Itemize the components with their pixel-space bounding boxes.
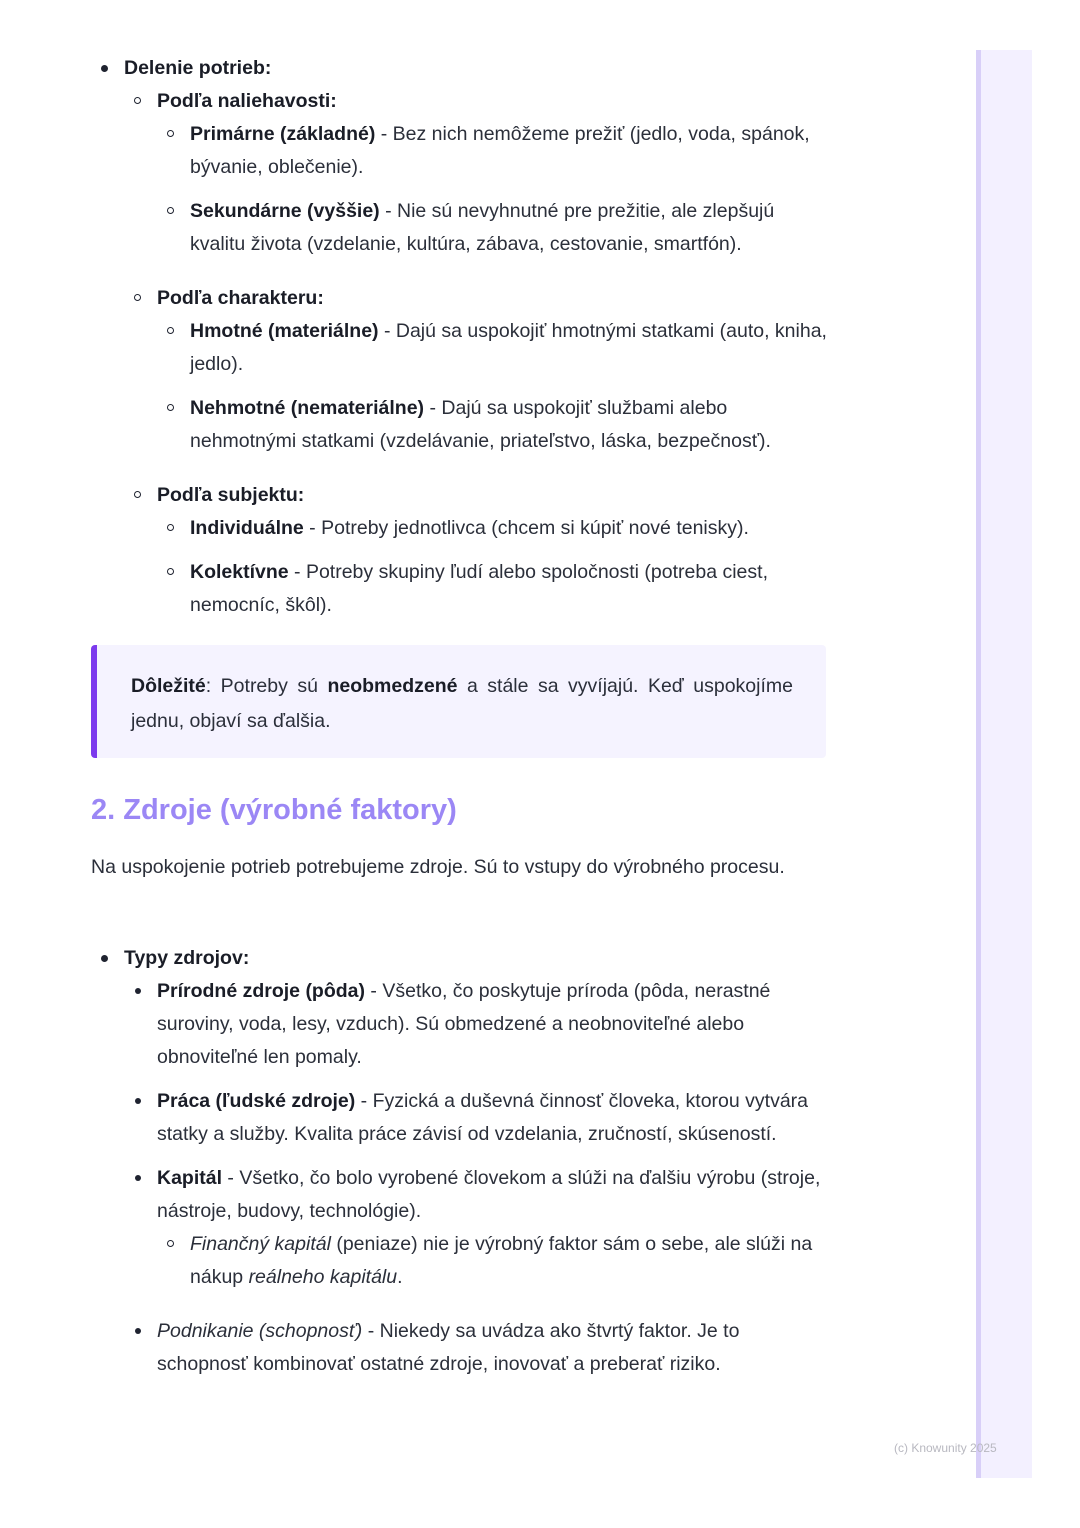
em-term: reálneho kapitálu xyxy=(248,1266,398,1288)
term: Primárne (základné) xyxy=(190,123,376,145)
term: Kapitál xyxy=(157,1167,223,1189)
term: Individuálne xyxy=(190,517,304,539)
list-title: Typy zdrojov: xyxy=(124,947,250,969)
list-item xyxy=(157,392,827,458)
description: - Niekedy sa uvádza ako štvrtý faktor. Je to schopnosť kombinovať ostatné zdroje, inovovať a preberať riziko. xyxy=(157,1320,740,1375)
term: Práca (ľudské zdroje) xyxy=(157,1090,356,1112)
group-title: Podľa charakteru: xyxy=(157,287,324,309)
group-charakter xyxy=(124,282,827,458)
group-title: Podľa naliehavosti: xyxy=(157,90,337,112)
description: - Potreby jednotlivca (chcem si kúpiť nové tenisky). xyxy=(303,517,749,539)
description: - Dajú sa uspokojiť hmotnými statkami (auto, kniha, jedlo). xyxy=(190,320,827,375)
list-item xyxy=(157,512,827,545)
side-panel xyxy=(976,50,1032,1478)
list-item xyxy=(124,1162,827,1294)
sub-text-end: . xyxy=(397,1266,403,1288)
callout-label: Dôležité xyxy=(131,675,206,697)
callout-colon: : xyxy=(205,675,212,697)
term: Kolektívne xyxy=(190,561,289,583)
group-naliehavost xyxy=(124,85,827,261)
section-intro: Na uspokojenie potrieb potrebujeme zdroje. Sú to vstupy do výrobného procesu. xyxy=(91,856,785,878)
callout-text-after: a stále sa vyvíjajú. Keď uspokojíme jednu, objaví sa ďalšia. xyxy=(131,675,793,732)
sub-text: (peniaze) nie je výrobný faktor sám o sebe, ale slúži na nákup xyxy=(190,1233,813,1288)
list-item xyxy=(157,118,827,184)
description: - Všetko, čo poskytuje príroda (pôda, nerastné suroviny, voda, lesy, vzduch). Sú obmedzené a neobnoviteľné alebo obnoviteľné len pomaly. xyxy=(157,980,771,1068)
callout-emphasis: neobmedzené xyxy=(327,675,458,697)
em-term: Finančný kapitál xyxy=(190,1233,331,1255)
term: Nehmotné (nemateriálne) xyxy=(190,397,425,419)
group-title: Podľa subjektu: xyxy=(157,484,305,506)
term-italic: Podnikanie (schopnosť) xyxy=(157,1320,363,1342)
list-item xyxy=(124,1315,827,1381)
resources-section xyxy=(91,942,827,1381)
description: - Potreby skupiny ľudí alebo spoločnosti (potreba ciest, nemocníc, škôl). xyxy=(190,561,768,616)
list-item xyxy=(124,975,827,1074)
description: - Nie sú nevyhnutné pre prežitie, ale zlepšujú kvalitu života (vzdelanie, kultúra, zábava, cestovanie, smartfón). xyxy=(190,200,775,255)
list-item xyxy=(157,315,827,381)
important-callout xyxy=(91,645,826,758)
copyright-footer: (c) Knowunity 2025 xyxy=(894,1441,997,1455)
term: Prírodné zdroje (pôda) xyxy=(157,980,366,1002)
description: - Fyzická a duševná činnosť človeka, ktorou vytvára statky a služby. Kvalita práce závisí od vzdelania, zručností, skúseností. xyxy=(157,1090,809,1145)
callout-text-before: Potreby sú xyxy=(211,675,328,697)
sub-list-item xyxy=(157,1228,827,1294)
term: Sekundárne (vyššie) xyxy=(190,200,380,222)
list-title: Delenie potrieb: xyxy=(124,57,272,79)
list-item xyxy=(157,556,827,622)
description: - Všetko, čo bolo vyrobené človekom a slúži na ďalšiu výrobu (stroje, nástroje, budovy, technológie). xyxy=(157,1167,821,1222)
term: Hmotné (materiálne) xyxy=(190,320,379,342)
needs-classification-section xyxy=(91,52,827,622)
group-subjekt xyxy=(124,479,827,622)
list-item-delenie-potrieb xyxy=(91,52,827,622)
description: - Bez nich nemôžeme prežiť (jedlo, voda, spánok, bývanie, oblečenie). xyxy=(190,123,810,178)
description: - Dajú sa uspokojiť službami alebo nehmotnými statkami (vzdelávanie, priateľstvo, láska, bezpečnosť). xyxy=(190,397,771,452)
list-item xyxy=(157,195,827,261)
list-item xyxy=(124,1085,827,1151)
section-heading: 2. Zdroje (výrobné faktory) xyxy=(91,794,457,826)
list-item-typy-zdrojov xyxy=(91,942,827,1381)
